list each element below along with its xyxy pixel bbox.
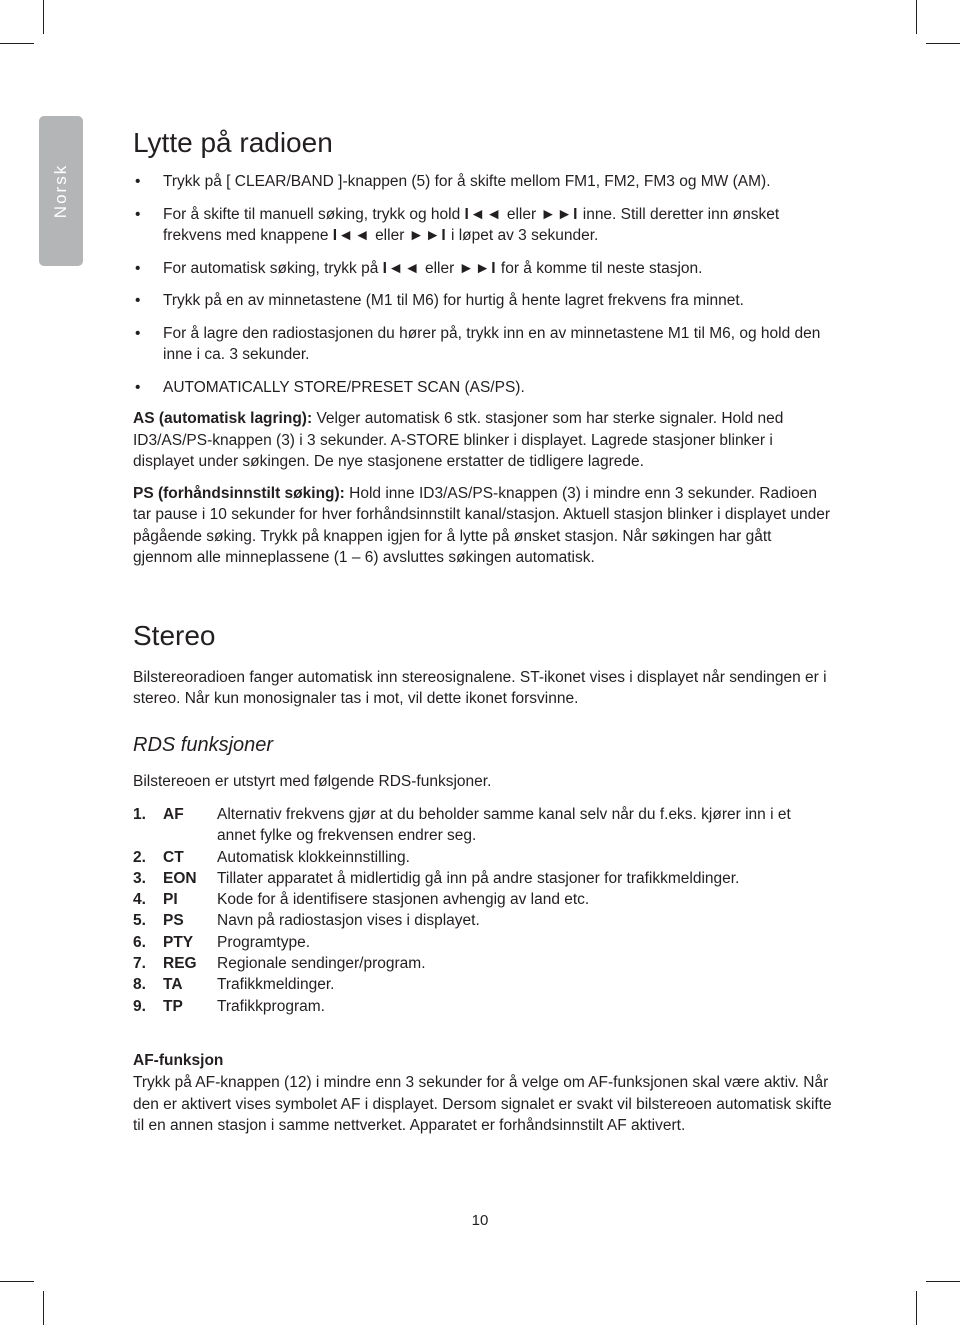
rds-function-list — [133, 804, 833, 1017]
rds-item-code: PS — [163, 912, 184, 930]
rds-item-desc: Kode for å identifisere stasjonen avhengig av land etc. — [217, 891, 590, 909]
list-item: • For automatisk søking, trykk på I◄◄ eller ►►I for å komme til neste stasjon. — [133, 258, 833, 280]
as-label: AS (automatisk lagring): — [133, 410, 313, 427]
rds-item-num: 9. — [133, 997, 146, 1015]
rds-item-num: 3. — [133, 869, 146, 887]
rds-item — [133, 889, 833, 910]
crop-mark — [926, 1281, 960, 1282]
rds-item — [133, 910, 833, 931]
rds-item — [133, 868, 833, 889]
page-content — [133, 124, 833, 1137]
seek-back-symbol: I◄◄ — [332, 227, 371, 244]
rds-item — [133, 996, 833, 1017]
rds-item-code: REG — [163, 955, 197, 973]
seek-back-symbol: I◄◄ — [382, 259, 421, 277]
list-item: • AUTOMATICALLY STORE/PRESET SCAN (AS/PS). — [133, 377, 833, 399]
rds-item-num: 6. — [133, 933, 146, 951]
seek-forward-symbol: ►►I — [458, 259, 497, 277]
bullet-icon: • — [135, 205, 141, 223]
af-paragraph: Trykk på AF-knappen (12) i mindre enn 3 sekunder for å velge om AF-funksjonen skal være aktiv. Når den er aktivert vises symbolet AF i displayet. Dersom signalet er svakt vil bilstereoen automatisk skifte til en annen stasjon i samme nettverket. Apparatet er forhåndsinnstilt AF aktivert. — [133, 1074, 832, 1135]
section-title-stereo: Stereo — [133, 619, 216, 651]
rds-item-desc: Automatisk klokkeinnstilling. — [217, 848, 410, 866]
crop-mark — [916, 0, 917, 34]
crop-mark — [0, 1281, 34, 1282]
rds-intro: Bilstereoen er utstyrt med følgende RDS-funksjoner. — [133, 772, 492, 790]
rds-item — [133, 847, 833, 868]
crop-mark — [43, 1291, 44, 1325]
rds-item-code: PI — [163, 891, 178, 909]
section-title-radio: Lytte på radioen — [133, 127, 333, 158]
bullet-icon: • — [135, 378, 141, 396]
as-paragraph: AS (automatisk lagring): Velger automatisk 6 stk. stasjoner som har sterke signaler. Hold ned ID3/AS/PS-knappen (3) i 3 sekunder. A-STORE blinker i displayet. Lagrede stasjoner blinker i displayet under søkingen. De nye stasjonene erstatter de tidligere lagrede. — [133, 410, 784, 470]
rds-item — [133, 932, 833, 953]
rds-item-desc: Alternativ frekvens gjør at du beholder samme kanal selv når du f.eks. kjører inn i et annet fylke og frekvensen endrer seg. — [217, 806, 791, 845]
ps-paragraph: PS (forhåndsinnstilt søking): Hold inne ID3/AS/PS-knappen (3) i mindre enn 3 sekunder. Radioen tar pause i 10 sekunder for hver forhåndsinnstilt kanal/stasjon. Aktuell stasjon blinker i displayet under pågående søking. Trykk på knappen igjen for å lytte på ønsket stasjon. Når søkingen har gått gjennom alle minneplassene (1 – 6) avsluttes søkingen automatisk. — [133, 484, 831, 566]
rds-item-num: 2. — [133, 848, 146, 866]
rds-item-desc: Regionale sendinger/program. — [217, 955, 426, 973]
rds-item-num: 5. — [133, 912, 146, 930]
rds-title: RDS funksjoner — [133, 733, 274, 756]
rds-item-desc: Navn på radiostasjon vises i displayet. — [217, 912, 480, 930]
rds-item-code: PTY — [163, 933, 194, 951]
rds-item-desc: Trafikkmeldinger. — [217, 976, 335, 994]
rds-item-desc: Trafikkprogram. — [217, 997, 325, 1015]
list-item: • Trykk på [ CLEAR/BAND ]-knappen (5) for å skifte mellom FM1, FM2, FM3 og MW (AM). — [133, 171, 833, 193]
rds-item — [133, 974, 833, 995]
seek-forward-symbol: ►►I — [540, 205, 579, 223]
rds-item-num: 1. — [133, 806, 146, 823]
crop-mark — [926, 43, 960, 44]
seek-back-symbol: I◄◄ — [464, 205, 503, 223]
rds-item — [133, 953, 833, 974]
rds-item-desc: Tillater apparatet å midlertidig gå inn på andre stasjoner for trafikkmeldinger. — [217, 869, 740, 887]
rds-item-num: 4. — [133, 891, 146, 909]
rds-item-desc: Programtype. — [217, 933, 311, 951]
rds-item-code: EON — [163, 869, 197, 887]
rds-item-code: TP — [163, 997, 183, 1015]
bullet-icon: • — [135, 292, 141, 309]
list-item: • For å lagre den radiostasjonen du hører på, trykk inn en av minnetastene M1 til M6, og hold den inne i ca. 3 sekunder. — [135, 324, 821, 363]
rds-item-code: CT — [163, 848, 184, 866]
rds-item — [133, 804, 833, 847]
rds-item-code: AF — [163, 806, 184, 823]
bullet-icon: • — [135, 259, 141, 277]
ps-label: PS (forhåndsinnstilt søking): — [133, 484, 345, 502]
crop-mark — [916, 1291, 917, 1325]
crop-mark — [0, 43, 34, 44]
language-tab-label: Norsk — [51, 163, 70, 219]
stereo-paragraph: Bilstereoradioen fanger automatisk inn stereosignalene. ST-ikonet vises i displayet når sendingen er i stereo. Når kun monosignaler tas i mot, vil dette ikonet forsvinne. — [133, 668, 827, 707]
radio-bullet-list — [133, 171, 833, 398]
rds-item-num: 8. — [133, 976, 146, 994]
seek-forward-symbol: ►►I — [408, 227, 447, 244]
bullet-icon: • — [135, 324, 141, 342]
af-title: AF-funksjon — [133, 1051, 224, 1069]
rds-item-num: 7. — [133, 955, 146, 973]
crop-mark — [43, 0, 44, 34]
list-item: • Trykk på en av minnetastene (M1 til M6) for hurtig å hente lagret frekvens fra minnet. — [133, 290, 833, 312]
page-number: 10 — [471, 1212, 489, 1229]
language-tab — [39, 116, 83, 266]
bullet-icon: • — [135, 173, 141, 190]
list-item: • For å skifte til manuell søking, trykk og hold I◄◄ eller ►►I inne. Still deretter inn ønsket frekvens med knappene I◄◄ eller ►►I i løpet av 3 sekunder. — [135, 205, 780, 244]
rds-item-code: TA — [163, 976, 183, 994]
